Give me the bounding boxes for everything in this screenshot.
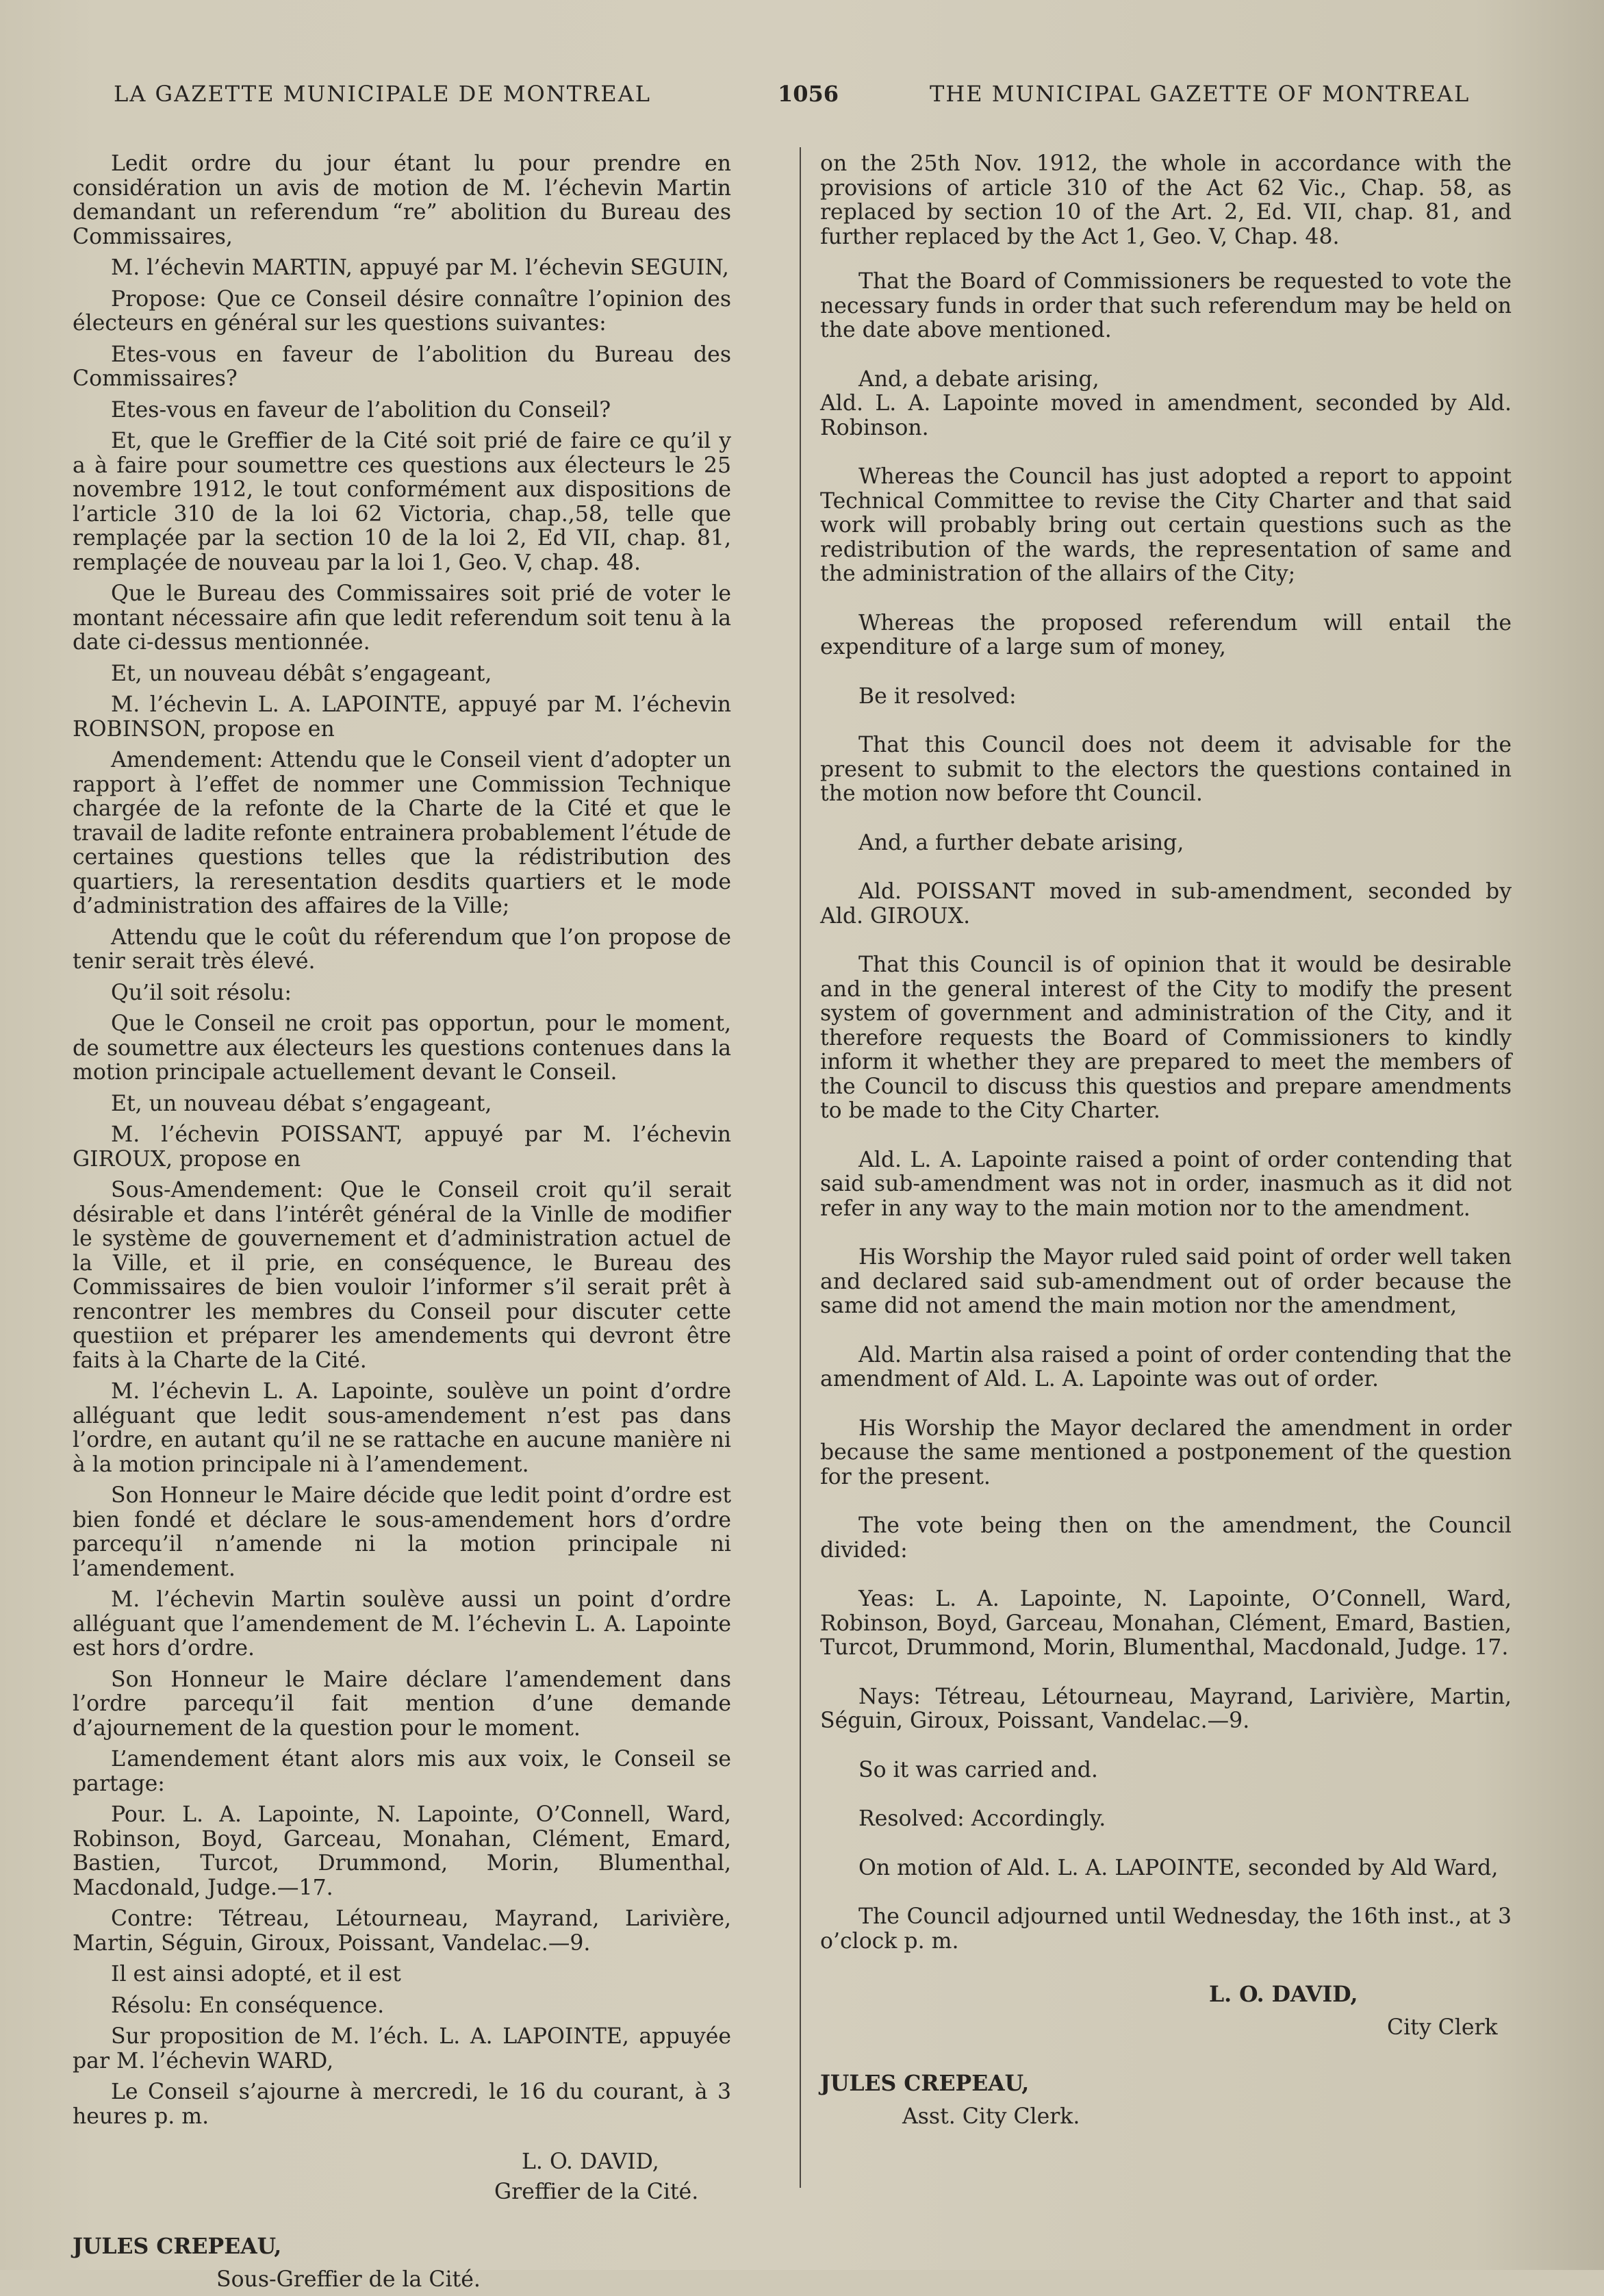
paragraph: Amendement: Attendu que le Conseil vient d’adopter un rapport à l’effet de nommer une Commission Technique chargée de la refonte de la Charte de la Cité et que le travail de ladite refonte entrainera probablement l’étude de certaines questions telles que la rédistribution des quartiers, la reresentation desdits quartiers et le mode d’administration des affaires de la Ville; — [73, 748, 731, 918]
paragraph: Whereas the Council has just adopted a report to appoint Technical Committee to revise the City Charter and that said work will probably bring out certain questions such as the redistribution of the wards, the representation of same and the administration of the allairs of the City; — [820, 464, 1512, 586]
paragraph: That this Council is of opinion that it would be desirable and in the general interest of the City to modify the present system of government and administration of the City, and it therefore requests the Board of Commissioners to kindly inform it whether they are prepared to meet the members of the Council to discuss this questios and prepare amendments to be made to the City Charter. — [820, 953, 1512, 1123]
signature-name: L. O. DAVID, — [1209, 1982, 1358, 2007]
paragraph: Ald. POISSANT moved in sub-amendment, seconded by Ald. GIROUX. — [820, 879, 1512, 929]
paragraph: Ald. L. A. Lapointe raised a point of order contending that said sub-amendment was not in order, inasmuch as it did not refer in any way to the main motion nor to the amendment. — [820, 1147, 1512, 1221]
paragraph: His Worship the Mayor declared the amendment in order because the same mentioned a postponement of the question for the present. — [820, 1415, 1512, 1489]
paragraph: That the Board of Commissioners be requested to vote the necessary funds in order that such referendum may be held on the date above mentioned. — [820, 269, 1512, 342]
paragraph: Que le Conseil ne croit pas opportun, pour le moment, de soumettre aux électeurs les questions contenues dans la motion principale actuellement devant le Conseil. — [73, 1011, 731, 1085]
paragraph: Attendu que le coût du réferendum que l’on propose de tenir serait très élevé. — [73, 924, 731, 974]
paragraph: And, a further debate arising, — [858, 830, 1184, 855]
signature-name: L. O. DAVID, — [522, 2149, 659, 2174]
assistant-clerk-name: JULES CREPEAU, — [73, 2234, 282, 2259]
paragraph: M. l’échevin L. A. LAPOINTE, appuyé par M. l’échevin ROBINSON, propose en — [73, 692, 731, 742]
assistant-clerk-title: Sous-Greffier de la Cité. — [216, 2267, 481, 2292]
paragraph: Et, un nouveau débât s’engageant, — [111, 661, 492, 686]
paragraph: M. l’échevin L. A. Lapointe, soulève un point d’ordre alléguant que ledit sous-amendement n’est pas dans l’ordre, en autant qu’il ne se rattache en aucune manière ni à la motion principale ni à l’amendement. — [73, 1379, 731, 1477]
paragraph: Son Honneur le Maire déclare l’amendement dans l’ordre parcequ’il fait mention d’une demande d’ajournement de la question pour le moment. — [73, 1667, 731, 1741]
page-number: 1056 — [778, 81, 839, 107]
assistant-clerk-title: Asst. City Clerk. — [902, 2104, 1080, 2129]
paragraph: Il est ainsi adopté, et il est — [111, 1962, 401, 1986]
paragraph: Sur proposition de M. l’éch. L. A. LAPOINTE, appuyée par M. l’échevin WARD, — [73, 2024, 731, 2073]
paragraph: Et, que le Greffier de la Cité soit prié de faire ce qu’il y a à faire pour soumettre ces questions aux électeurs le 25 novembre 1912, le tout conformément aux dispositions de l’article 310 de la loi 62 Victoria, chap.,58, telle que remplaçée par la section 10 de la loi 2, Ed VII, chap. 81, remplaçée de nouveau par la loi 1, Geo. V, chap. 48. — [73, 429, 731, 575]
signature-block — [820, 1978, 1512, 2044]
paragraph: The vote being then on the amendment, the Council divided: — [820, 1513, 1512, 1563]
english-column — [820, 152, 1512, 2133]
paragraph: Be it resolved: — [858, 683, 1017, 709]
vote-against-list: Contre: Tétreau, Létourneau, Mayrand, Larivière, Martin, Séguin, Giroux, Poissant, Vandelac.—9. — [73, 1906, 731, 1956]
column-divider — [800, 147, 801, 2188]
signature-title: Greffier de la Cité. — [494, 2180, 699, 2204]
paragraph: Que le Bureau des Commissaires soit prié de voter le montant nécessaire afin que ledit referendum soit tenu à la date ci-dessus mentionnée. — [73, 581, 731, 655]
paragraph: His Worship the Mayor ruled said point of order well taken and declared said sub-amendment out of order because the same did not amend the main motion nor the amendment, — [820, 1245, 1512, 1318]
paragraph: Resolved: Accordingly. — [858, 1806, 1106, 1831]
paragraph: On motion of Ald. L. A. LAPOINTE, seconded by Ald Ward, — [858, 1855, 1499, 1880]
vote-for-list: Pour. L. A. Lapointe, N. Lapointe, O’Connell, Ward, Robinson, Boyd, Garceau, Monahan, Clément, Emard, Bastien, Turcot, Drummond, Morin, Blumenthal, Macdonald, Judge.—17. — [73, 1802, 731, 1900]
paragraph: Son Honneur le Maire décide que ledit point d’ordre est bien fondé et déclare le sous-amendement hors d’ordre parcequ’il n’amende ni la motion principale ni l’amendement. — [73, 1483, 731, 1581]
paragraph: L’amendement étant alors mis aux voix, le Conseil se partage: — [73, 1747, 731, 1796]
paragraph: Résolu: En conséquence. — [111, 1993, 385, 2018]
paragraph: Etes-vous en faveur de l’abolition du Bureau des Commissaires? — [73, 342, 731, 391]
paragraph: Ald. Martin alsa raised a point of order contending that the amendment of Ald. L. A. Lapointe was out of order. — [820, 1342, 1512, 1391]
paragraph: Ledit ordre du jour étant lu pour prendre en considération un avis de motion de M. l’échevin Martin demandant un referendum “re” abolition du Bureau des Commissaires, — [73, 151, 731, 249]
paragraph: Sous-Amendement: Que le Conseil croit qu’il serait désirable et dans l’intérêt général de la Vinlle de modifier le système de gouvernement et d’administration actuel de la Ville, et il prie, en conséquence, le Bureau des Commissaires de bien vouloir l’informer s’il serait prêt à rencontrer les membres du Conseil pour discuter cette questiion et préparer les amendements qui devront être faits à la Charte de la Cité. — [73, 1178, 731, 1373]
signature-block — [73, 2147, 731, 2207]
assistant-clerk-name: JULES CREPEAU, — [820, 2071, 1030, 2096]
paragraph: The Council adjourned until Wednesday, the 16th inst., at 3 o’clock p. m. — [820, 1904, 1512, 1954]
paragraph: Propose: Que ce Conseil désire connaître l’opinion des électeurs en général sur les questions suivantes: — [73, 286, 731, 336]
french-column — [73, 152, 731, 2296]
vote-yeas-list: Yeas: L. A. Lapointe, N. Lapointe, O’Connell, Ward, Robinson, Boyd, Garceau, Monahan, Clément, Emard, Bastien, Turcot, Drummond, Morin, Blumenthal, Macdonald, Judge. 17. — [820, 1587, 1512, 1660]
paragraph: Le Conseil s’ajourne à mercredi, le 16 du courant, à 3 heures p. m. — [73, 2080, 731, 2129]
paragraph: Whereas the proposed referendum will entail the expenditure of a large sum of money, — [820, 610, 1512, 659]
paragraph: M. l’échevin MARTIN, appuyé par M. l’échevin SEGUIN, — [111, 255, 729, 280]
paragraph: Et, un nouveau débat s’engageant, — [111, 1091, 492, 1116]
paragraph: So it was carried and. — [858, 1757, 1098, 1782]
paragraph: M. l’échevin POISSANT, appuyé par M. l’échevin GIROUX, propose en — [73, 1122, 731, 1172]
paragraph: on the 25th Nov. 1912, the whole in accordance with the provisions of article 310 of the Act 62 Vic., Chap. 58, as replaced by section 10 of the Art. 2, Ed. VII, chap. 81, and further replaced by the Act 1, Geo. V, Chap. 48. — [820, 151, 1512, 249]
assistant-clerk-block — [820, 2067, 1512, 2133]
assistant-clerk-block — [73, 2230, 731, 2296]
header-title-french: LA GAZETTE MUNICIPALE DE MONTREAL — [114, 81, 651, 107]
signature-title: City Clerk — [1387, 2015, 1498, 2040]
paragraph: Qu’il soit résolu: — [111, 980, 292, 1005]
vote-nays-list: Nays: Tétreau, Létourneau, Mayrand, Larivière, Martin, Séguin, Giroux, Poissant, Vandelac.—9. — [820, 1684, 1512, 1733]
paragraph: And, a debate arising, Ald. L. A. Lapointe moved in amendment, seconded by Ald. Robinson. — [820, 366, 1512, 440]
paragraph: That this Council does not deem it advisable for the present to submit to the electors the questions contained in the motion now before tht Council. — [820, 733, 1512, 806]
header-title-english: THE MUNICIPAL GAZETTE OF MONTREAL — [930, 81, 1471, 107]
paragraph: Etes-vous en faveur de l’abolition du Conseil? — [111, 397, 611, 422]
paragraph: M. l’échevin Martin soulève aussi un point d’ordre alléguant que l’amendement de M. l’échevin L. A. Lapointe est hors d’ordre. — [73, 1587, 731, 1661]
